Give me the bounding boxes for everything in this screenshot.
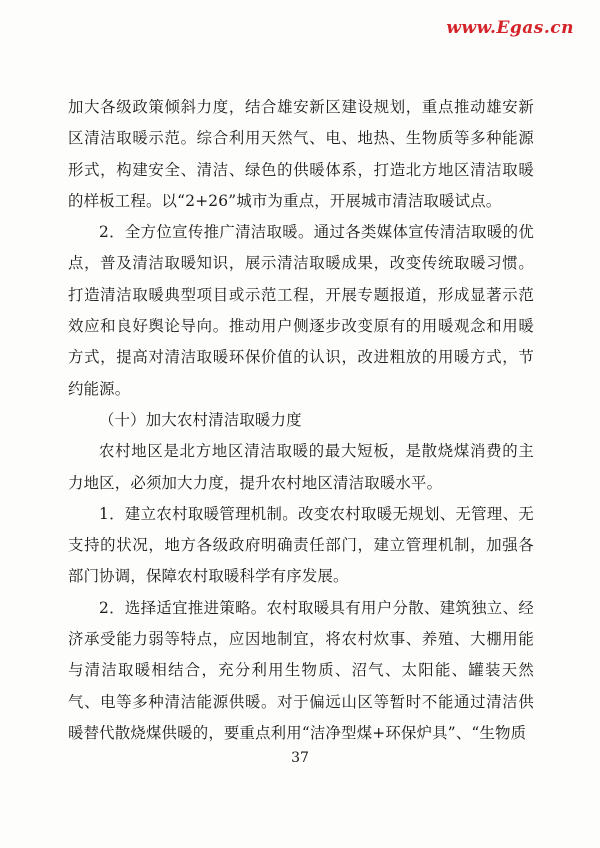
paragraph: 1．建立农村取暖管理机制。改变农村取暖无规划、无管理、无支持的状况，地方各级政府明确责任部门，建立管理机制，加强各部门协调，保障农村取暖科学有序发展。 bbox=[68, 504, 534, 586]
paragraph: 2．全方位宣传推广清洁取暖。通过各类媒体宣传清洁取暖的优点，普及清洁取暖知识，展示清洁取暖成果，改变传统取暖习惯。打造清洁取暖典型项目或示范工程，开展专题报道，形成显著示范效应和良好舆论导向。推动用户侧逐步改变原有的用暖观念和用暖方式，提高对清洁取暖环保价值的认识，改进粗放的用暖方式，节约能源。 bbox=[68, 223, 534, 398]
page-number: 37 bbox=[291, 750, 309, 766]
section-heading: （十）加大农村清洁取暖力度 bbox=[99, 410, 302, 429]
paragraph: 农村地区是北方地区清洁取暖的最大短板，是散烧煤消费的主力地区，必须加大力度，提升农村地区清洁取暖水平。 bbox=[68, 442, 534, 492]
paragraph: 2．选择适宜推进策略。农村取暖具有用户分散、建筑独立、经济承受能力弱等特点，应因地制宜，将农村炊事、养殖、大棚用能与清洁取暖相结合，充分利用生物质、沼气、太阳能、罐装天然气、电等多种清洁能源供暖。对于偏远山区等暂时不能通过清洁供暖替代散烧煤供暖的，要重点利用“洁净型煤+环保炉具”、“生物质 bbox=[68, 598, 534, 742]
document-body bbox=[68, 92, 534, 749]
watermark-text: www.Egas.cn bbox=[446, 18, 574, 38]
paragraph: 加大各级政策倾斜力度，结合雄安新区建设规划，重点推动雄安新区清洁取暖示范。综合利用天然气、电、地热、生物质等多种能源形式，构建安全、清洁、绿色的供暖体系，打造北方地区清洁取暖的样板工程。以“2+26”城市为重点，开展城市清洁取暖试点。 bbox=[68, 98, 534, 210]
